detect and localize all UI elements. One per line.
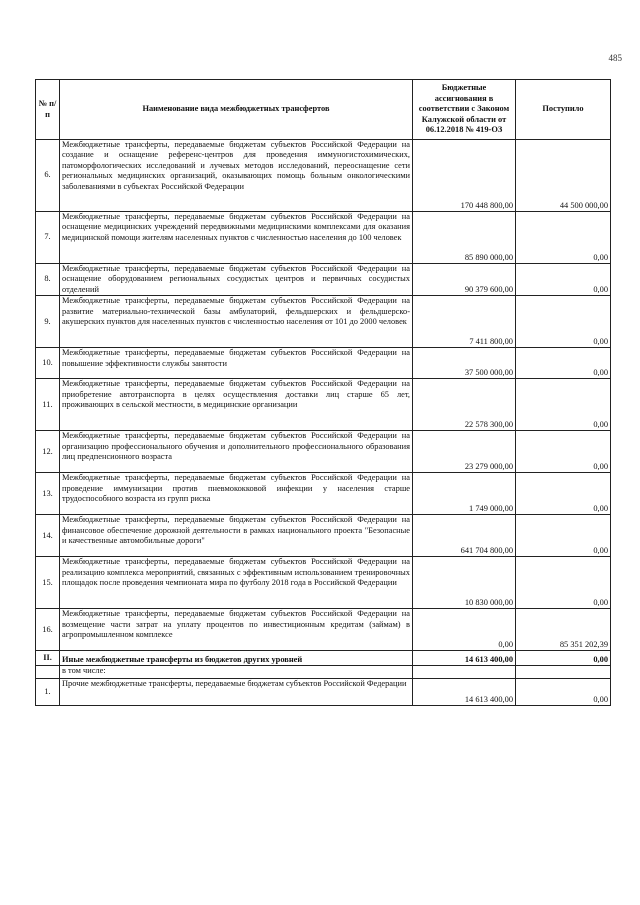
row-budget: 641 704 800,00 [413, 515, 516, 557]
row-received: 0,00 [516, 264, 611, 296]
row-budget: 1 749 000,00 [413, 473, 516, 515]
table-row [36, 679, 611, 706]
table-body [36, 140, 611, 706]
row-budget: 37 500 000,00 [413, 348, 516, 379]
row-budget: 90 379 600,00 [413, 264, 516, 296]
row-received: 0,00 [516, 296, 611, 348]
table-row [36, 264, 611, 296]
table-row [36, 296, 611, 348]
header-name: Наименование вида межбюджетных трансфертов [60, 80, 413, 140]
row-budget: 7 411 800,00 [413, 296, 516, 348]
row-number: 14. [36, 515, 60, 557]
row-budget [413, 666, 516, 679]
table-row [36, 140, 611, 212]
table-row [36, 348, 611, 379]
header-budget: Бюджетные ассигнования в соответствии с Законом Калужской области от 06.12.2018 № 419-ОЗ [413, 80, 516, 140]
table-subheader-row [36, 666, 611, 679]
row-number: 15. [36, 557, 60, 609]
row-name: Прочие межбюджетные трансферты, передаваемые бюджетам субъектов Российской Федерации [60, 679, 413, 706]
table-header-row [36, 80, 611, 140]
row-budget: 23 279 000,00 [413, 431, 516, 473]
row-name: Межбюджетные трансферты, передаваемые бюджетам субъектов Российской Федерации на реализацию комплекса мероприятий, связанных с эффективным использованием тренировочных площадок после проведения чемпионата мира по футболу 2018 года в Российской Федерации [60, 557, 413, 609]
table-row [36, 379, 611, 431]
row-received: 85 351 202,39 [516, 609, 611, 651]
row-name: Межбюджетные трансферты, передаваемые бюджетам субъектов Российской Федерации на оснащение медицинских учреждений передвижными медицинскими комплексами для оказания медицинской помощи жителям населенных пунктов с численностью населения до 100 человек [60, 212, 413, 264]
row-number: 9. [36, 296, 60, 348]
row-number: 6. [36, 140, 60, 212]
row-received: 0,00 [516, 348, 611, 379]
row-name: Межбюджетные трансферты, передаваемые бюджетам субъектов Российской Федерации на проведение иммунизации против пневмококковой инфекции у населения старше трудоспособного возраста из групп риска [60, 473, 413, 515]
row-name: Межбюджетные трансферты, передаваемые бюджетам субъектов Российской Федерации на создание и оснащение референс-центров для проведения иммуногистохимических, патоморфологических исследований и лучевых методов исследований, переоснащение сети региональных медицинских организаций, оказывающих помощь больным онкологическими заболеваниями в субъектах Российской Федерации [60, 140, 413, 212]
table-row [36, 473, 611, 515]
row-number [36, 666, 60, 679]
row-name: Межбюджетные трансферты, передаваемые бюджетам субъектов Российской Федерации на повышение эффективности службы занятости [60, 348, 413, 379]
row-number: 8. [36, 264, 60, 296]
header-received: Поступило [516, 80, 611, 140]
row-budget: 85 890 000,00 [413, 212, 516, 264]
row-name: в том числе: [60, 666, 413, 679]
page-number: 485 [608, 53, 622, 63]
row-received: 0,00 [516, 557, 611, 609]
row-number: 7. [36, 212, 60, 264]
table-row [36, 557, 611, 609]
row-name: Межбюджетные трансферты, передаваемые бюджетам субъектов Российской Федерации на оснащение оборудованием региональных сосудистых центров и первичных сосудистых отделений [60, 264, 413, 296]
row-received [516, 666, 611, 679]
transfers-table [35, 79, 611, 706]
row-received: 44 500 000,00 [516, 140, 611, 212]
row-budget: 14 613 400,00 [413, 651, 516, 666]
row-name: Иные межбюджетные трансферты из бюджетов других уровней [60, 651, 413, 666]
row-received: 0,00 [516, 379, 611, 431]
header-num: № п/п [36, 80, 60, 140]
row-number: 11. [36, 379, 60, 431]
table-row [36, 431, 611, 473]
row-name: Межбюджетные трансферты, передаваемые бюджетам субъектов Российской Федерации на приобретение автотранспорта в целях осуществления доставки лиц старше 65 лет, проживающих в сельской местности, в медицинские организации [60, 379, 413, 431]
row-received: 0,00 [516, 679, 611, 706]
table-row [36, 515, 611, 557]
row-received: 0,00 [516, 431, 611, 473]
row-name: Межбюджетные трансферты, передаваемые бюджетам субъектов Российской Федерации на организацию профессионального обучения и дополнительного профессионального образования лиц предпенсионного возраста [60, 431, 413, 473]
row-number: 16. [36, 609, 60, 651]
row-budget: 0,00 [413, 609, 516, 651]
row-number: 12. [36, 431, 60, 473]
row-budget: 22 578 300,00 [413, 379, 516, 431]
row-received: 0,00 [516, 515, 611, 557]
row-number: 1. [36, 679, 60, 706]
row-budget: 170 448 800,00 [413, 140, 516, 212]
table-row [36, 609, 611, 651]
row-budget: 14 613 400,00 [413, 679, 516, 706]
row-received: 0,00 [516, 212, 611, 264]
row-number: 13. [36, 473, 60, 515]
row-name: Межбюджетные трансферты, передаваемые бюджетам субъектов Российской Федерации на развитие материально-технической базы амбулаторий, фельдшерских и фельдшерско-акушерских пунктов для населенных пунктов с численностью населения от 101 до 2000 человек [60, 296, 413, 348]
row-received: 0,00 [516, 473, 611, 515]
row-budget: 10 830 000,00 [413, 557, 516, 609]
row-number: 10. [36, 348, 60, 379]
table-group-row [36, 651, 611, 666]
row-number: II. [36, 651, 60, 666]
row-name: Межбюджетные трансферты, передаваемые бюджетам субъектов Российской Федерации на финансовое обеспечение дорожной деятельности в рамках национального проекта "Безопасные и качественные автомобильные дороги" [60, 515, 413, 557]
table-row [36, 212, 611, 264]
row-received: 0,00 [516, 651, 611, 666]
row-name: Межбюджетные трансферты, передаваемые бюджетам субъектов Российской Федерации на возмещение части затрат на уплату процентов по инвестиционным кредитам (займам) в агропромышленном комплексе [60, 609, 413, 651]
